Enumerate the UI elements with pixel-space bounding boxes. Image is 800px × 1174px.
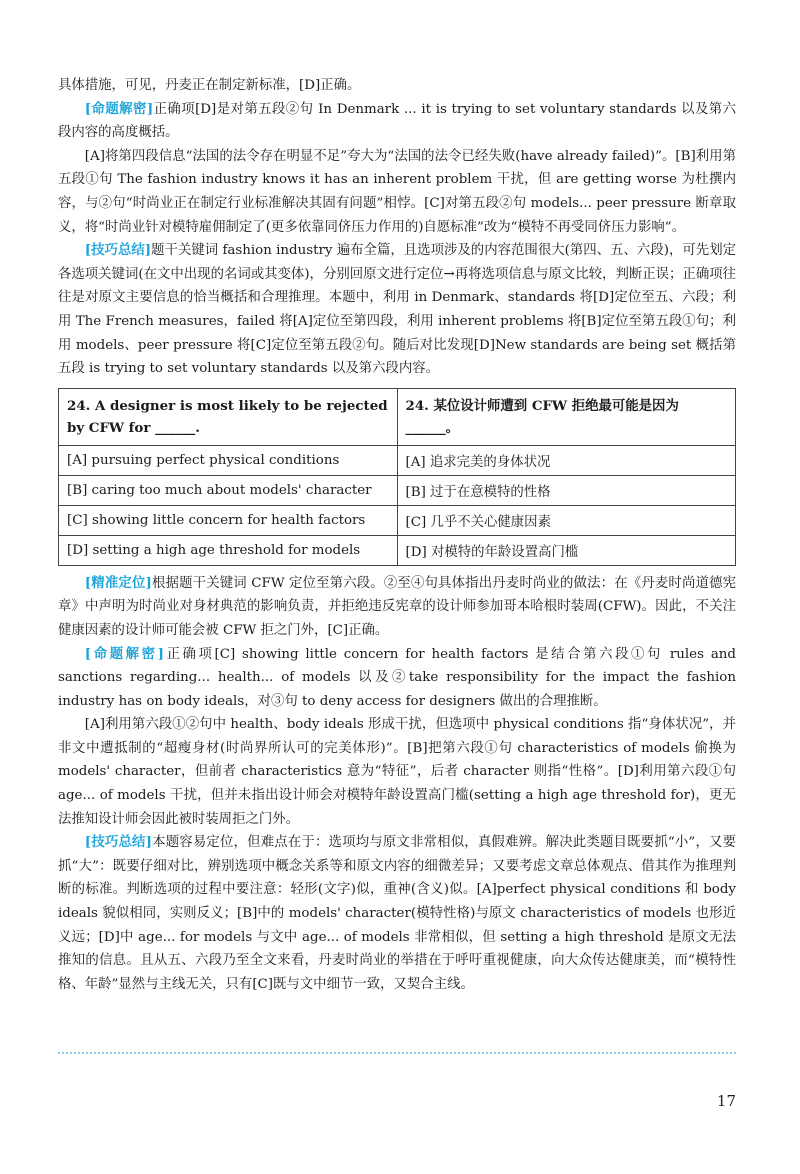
paragraph-7: [A]利用第六段①②句中 health、body ideals 形成干扰，但选项中 physical conditions 指“身体状况”，并非文中遭抵制的“超瘦身材(时尚界所认可的完美体形)”。[B]把第六段①句 characteristics of models 偷换为 models' character，但前者 characteristics 意为“特征”，后者 character 则指“性格”。[D]利用第六段①句 age... of models 干扰，但并未指出设计师会对模特年龄设置高门槛(setting a high age threshold for)，更无法推知设计师会因此被时装周拒之门外。: [58, 717, 736, 827]
option-d-en: [D] setting a high age threshold for models: [59, 535, 398, 565]
section-tag-mingti-2: [命题解密]: [84, 645, 164, 662]
section-tag-mingti: [命题解密]: [84, 100, 154, 117]
option-b-zh: [B] 过于在意模特的性格: [397, 475, 736, 505]
section-tag-jingzhun: [精准定位]: [84, 574, 152, 591]
paragraph-3: [A]将第四段信息“法国的法令存在明显不足”夸大为“法国的法令已经失败(have already failed)”。[B]利用第五段①句 The fashion industry knows it has an inherent problem 干扰，但 are getting worse 为杜撰内容，与②句“时尚业正在制定行业标准解决其固有问题”相悖。[C]对第五段②句 models... peer pressure 断章取义，将“时尚业针对模特雇佣制定了(更多依靠同侪压力作用的)自愿标准”改为“模特不再受同侪压力影响”。: [58, 148, 736, 235]
paragraph-jiqiao-2: [技巧总结]本题容易定位，但难点在于：选项均与原文非常相似，真假难辨。解决此类题目既要抓“小”，又要抓“大”：既要仔细对比，辨别选项中概念关系等和原文内容的细微差异；又要考虑文章总体观点、借其作为推理判断的标准。判断选项的过程中要注意：轻形(文字)似，重神(含义)似。[A]perfect physical conditions 和 body ideals 貌似相同，实则反义；[B]中的 models' character(模特性格)与原文 characteristics of models 也形近义远；[D]中 age... for models 与文中 age... of models 非常相似，但 setting a high threshold 是原文无法推知的信息。且从五、六段乃至全文来看，丹麦时尚业的举措在于呼吁重视健康，向大众传达健康美，而“模特性格、年龄”显然与主线无关，只有[C]既与文中细节一致，又契合主线。: [58, 834, 736, 992]
paragraph-jiqiao-1: [技巧总结]题干关键词 fashion industry 遍布全篇，且选项涉及的内容范围很大(第四、五、六段)，可先划定各选项关键词(在文中出现的名词或其变体)，分别回原文进行定位→再将选项信息与原文比较，判断正误；正确项往往是对原文主要信息的恰当概括和合理推理。本题中，利用 in Denmark、standards 将[D]定位至五、六段；利用 The French measures，failed 将[A]定位至第四段，利用 inherent problems 将[B]定位至第五段①句；利用 models、peer pressure 将[C]定位至第五段②句。随后对比发现[D]New standards are being set 概括第五段 is trying to set voluntary standards 以及第六段内容。: [58, 242, 736, 377]
paragraph-1: 具体措施，可见，丹麦正在制定新标准，[D]正确。: [58, 78, 361, 93]
option-a-en: [A] pursuing perfect physical conditions: [59, 445, 398, 475]
section-tag-jiqiao-2: [技巧总结]: [84, 834, 152, 851]
option-row: [59, 445, 736, 475]
section-tag-jiqiao: [技巧总结]: [84, 242, 152, 259]
question-table: [58, 388, 736, 566]
page-body: [58, 74, 736, 996]
option-a-zh: [A] 追求完美的身体状况: [397, 445, 736, 475]
option-row: [59, 475, 736, 505]
option-row: [59, 505, 736, 535]
option-b-en: [B] caring too much about models' character: [59, 475, 398, 505]
footer-divider: [58, 1052, 736, 1054]
paragraph-jingzhun: [精准定位]根据题干关键词 CFW 定位至第六段。②至④句具体指出丹麦时尚业的做法：在《丹麦时尚道德宪章》中声明为时尚业对身材典范的影响负责，并拒绝违反宪章的设计师参加哥本哈根时装周(CFW)。因此，不关注健康因素的设计师可能会被 CFW 拒之门外，[C]正确。: [58, 574, 737, 638]
paragraph-mingti-1: [命题解密]正确项[D]是对第五段②句 In Denmark ... it is trying to set voluntary standards 以及第六段内容的高度概括。: [58, 100, 737, 141]
page-number: 17: [716, 1092, 736, 1110]
question-zh: 24. 某位设计师遭到 CFW 拒绝最可能是因为______。: [397, 388, 736, 445]
option-row: [59, 535, 736, 565]
option-c-zh: [C] 几乎不关心健康因素: [397, 505, 736, 535]
option-d-zh: [D] 对模特的年龄设置高门槛: [397, 535, 736, 565]
paragraph-mingti-2: [命题解密]正确项[C] showing little concern for health factors 是结合第六段①句 rules and sanctions regarding... health... of models 以及②take responsibility for the impact the fashion industry has on body ideals，对③句 to deny access for designers 做出的合理推断。: [58, 645, 736, 709]
question-row: [59, 388, 736, 445]
option-c-en: [C] showing little concern for health factors: [59, 505, 398, 535]
question-en: 24. A designer is most likely to be rejected by CFW for ______.: [59, 388, 398, 445]
